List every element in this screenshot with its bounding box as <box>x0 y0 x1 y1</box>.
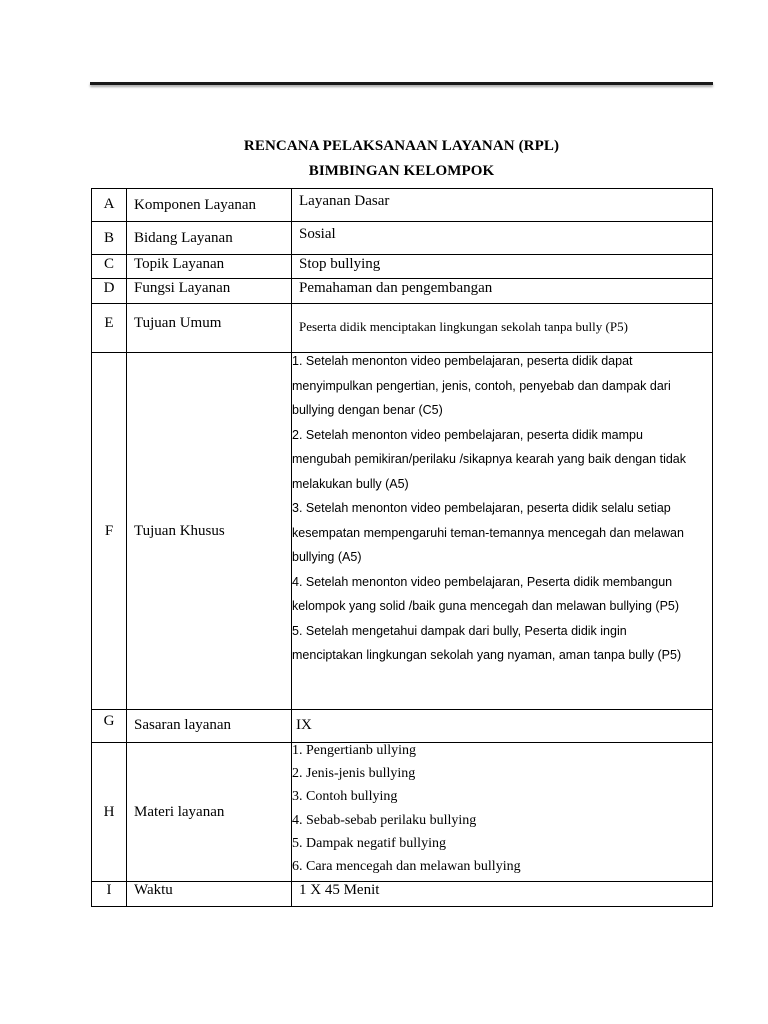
row-value: Sosial <box>292 222 713 255</box>
material-line: 2. Jenis-jenis bullying <box>292 766 416 782</box>
row-letter: I <box>92 882 127 907</box>
objective-line: kesempatan mempengaruhi teman-temannya mencegah dan melawan <box>292 525 684 540</box>
table-row <box>92 743 713 882</box>
row-value: Peserta didik menciptakan lingkungan sekolah tanpa bully (P5) <box>292 304 713 353</box>
row-label: Bidang Layanan <box>127 222 292 255</box>
row-letter: E <box>92 304 127 353</box>
document-subtitle: BIMBINGAN KELOMPOK <box>308 163 495 179</box>
table-row <box>92 279 713 304</box>
objective-line: kelompok yang solid /baik guna mencegah dan melawan bullying (P5) <box>292 599 680 613</box>
material-line: 1. Pengertianb ullying <box>292 743 417 758</box>
row-label: Komponen Layanan <box>127 189 292 222</box>
row-value <box>292 743 713 882</box>
objective-line: 3. Setelah menonton video pembelajaran, peserta didik selalu setiap <box>292 501 671 515</box>
table-row <box>92 189 713 222</box>
material-line: 3. Contoh bullying <box>292 789 398 805</box>
row-label: Tujuan Khusus <box>127 353 292 710</box>
objective-line: mengubah pemikiran/perilaku /sikapnya kearah yang baik dengan tidak <box>292 452 687 466</box>
table-row <box>92 710 713 743</box>
objective-line: bullying dengan benar (C5) <box>292 403 443 417</box>
material-line: 6. Cara mencegah dan melawan bullying <box>292 858 521 874</box>
row-label: Fungsi Layanan <box>127 279 292 304</box>
row-value <box>292 353 713 710</box>
row-value: Stop bullying <box>292 255 713 279</box>
table-row <box>92 353 713 710</box>
rpl-table <box>91 188 713 907</box>
table-row <box>92 255 713 279</box>
objective-line: 1. Setelah menonton video pembelajaran, peserta didik dapat <box>292 354 633 368</box>
material-line: 5. Dampak negatif bullying <box>292 835 446 851</box>
row-value: 1 X 45 Menit <box>292 882 713 907</box>
material-line: 4. Sebab-sebab perilaku bullying <box>292 812 477 828</box>
row-letter: B <box>92 222 127 255</box>
row-letter: D <box>92 279 127 304</box>
row-letter: F <box>92 353 127 710</box>
row-label: Sasaran layanan <box>127 710 292 743</box>
row-letter: C <box>92 255 127 279</box>
header-rule <box>90 82 713 85</box>
objective-line: menciptakan lingkungan sekolah yang nyaman, aman tanpa bully (P5) <box>292 648 682 662</box>
row-letter: A <box>92 189 127 222</box>
objective-line: 4. Setelah menonton video pembelajaran, Peserta didik membangun <box>292 574 673 589</box>
row-value: IX <box>292 710 713 743</box>
row-label: Materi layanan <box>127 743 292 882</box>
objective-line: melakukan bully (A5) <box>292 476 409 491</box>
row-letter: H <box>92 743 127 882</box>
row-label: Waktu <box>127 882 292 907</box>
objective-line: bullying (A5) <box>292 550 362 564</box>
objective-line: 5. Setelah mengetahui dampak dari bully, Peserta didik ingin <box>292 623 627 638</box>
row-letter: G <box>92 710 127 743</box>
table-row <box>92 222 713 255</box>
objective-line: 2. Setelah menonton video pembelajaran, peserta didik mampu <box>292 427 643 442</box>
document-title: RENCANA PELAKSANAAN LAYANAN (RPL) <box>243 138 560 154</box>
row-label: Tujuan Umum <box>127 304 292 353</box>
table-row <box>92 304 713 353</box>
row-label: Topik Layanan <box>127 255 292 279</box>
row-value: Layanan Dasar <box>292 189 713 222</box>
objective-line: menyimpulkan pengertian, jenis, contoh, penyebab dan dampak dari <box>292 378 671 393</box>
row-value: Pemahaman dan pengembangan <box>292 279 713 304</box>
table-row <box>92 882 713 907</box>
